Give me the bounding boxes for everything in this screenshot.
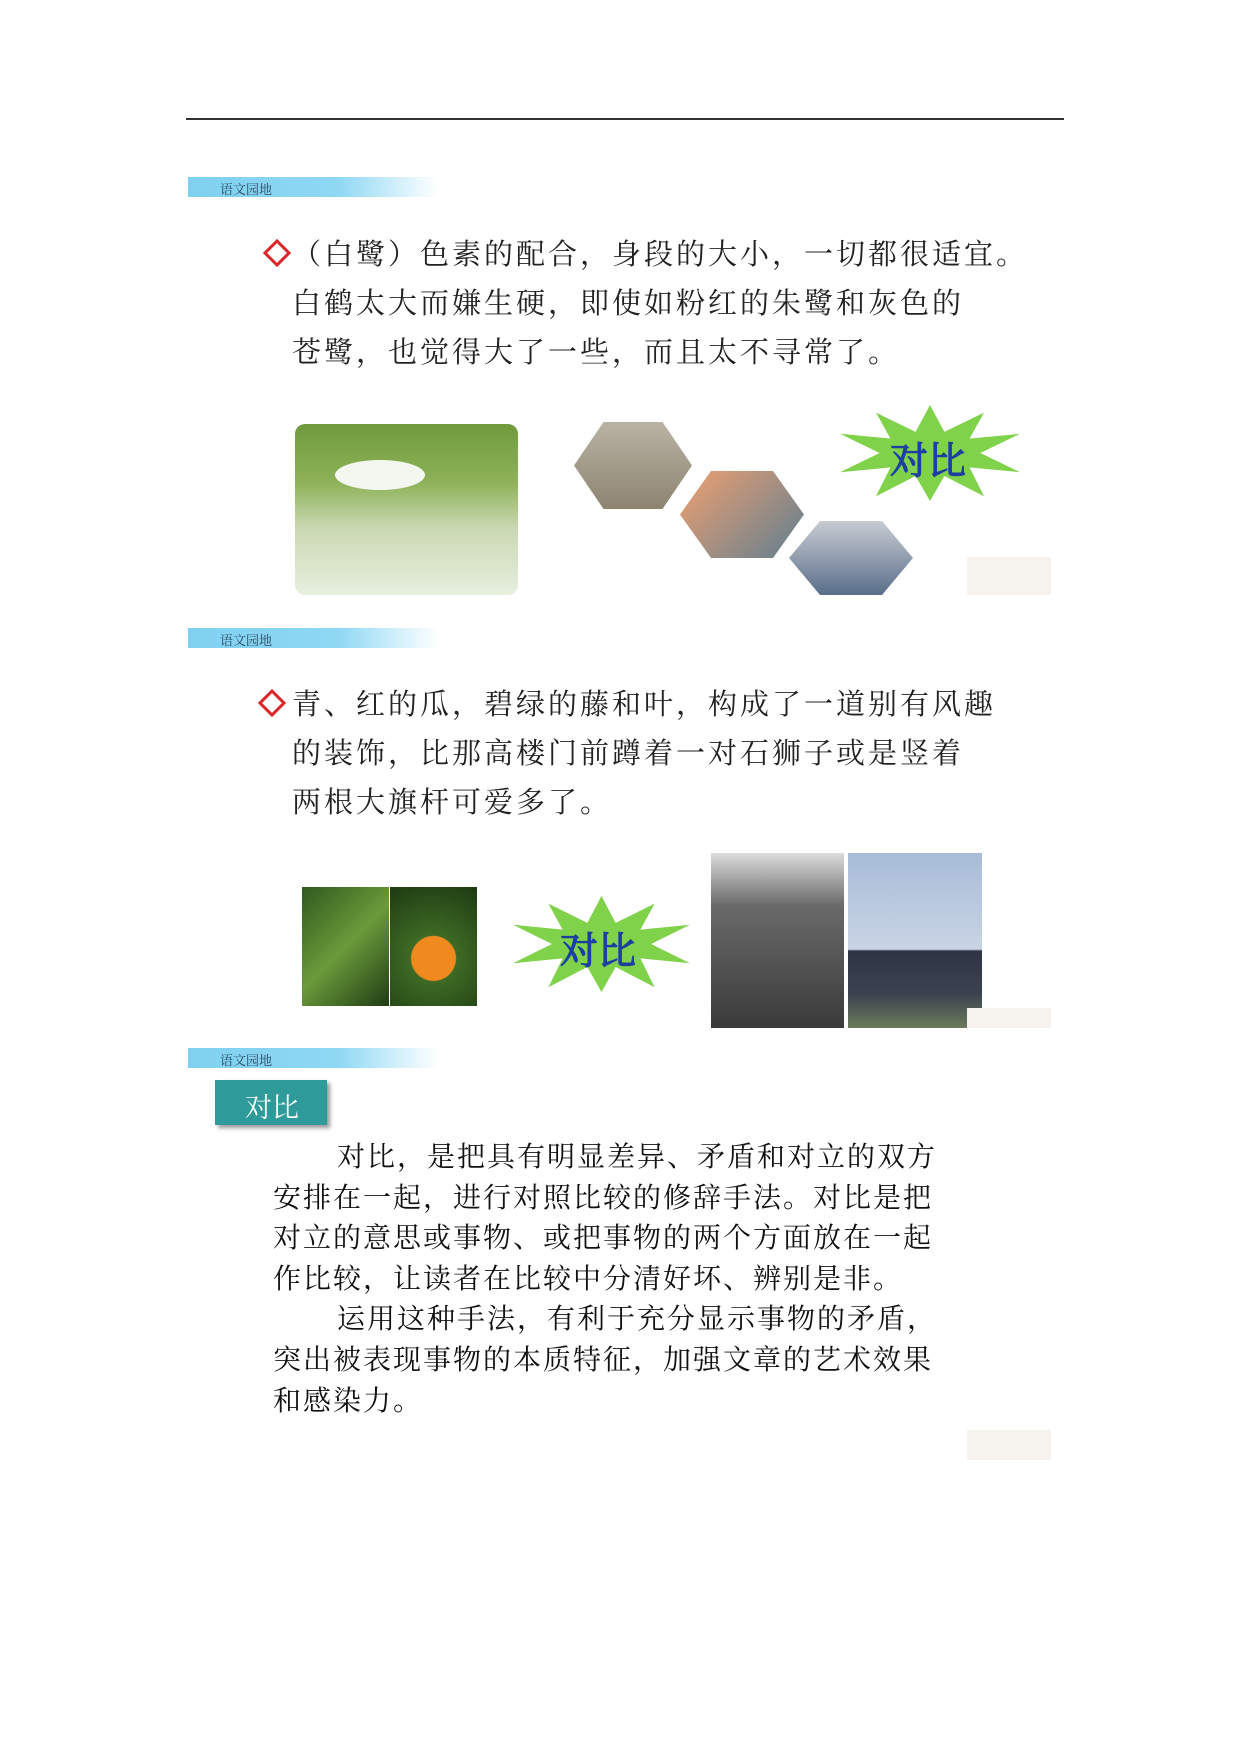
text-line: 苍鹭，也觉得大了一些，而且太不寻常了。 [292, 335, 901, 369]
corner-decoration [967, 1430, 1051, 1460]
paragraph: 对比，是把具有明显差异、矛盾和对立的双方安排在一起，进行对照比较的修辞手法。对比是把对立的意思或事物、或把事物的两个方面放在一起作比较，让读者在比较中分清好坏、辨别是非。 [273, 1140, 938, 1295]
text-line: 青、红的瓜，碧绿的藤和叶，构成了一道别有风趣 [292, 687, 997, 721]
section-banner [188, 628, 438, 648]
slide1-text [292, 230, 1028, 377]
contrast-tag [215, 1080, 327, 1125]
banner-label: 语文园地 [220, 634, 273, 649]
header-rule [186, 118, 1064, 120]
section-banner [188, 1048, 438, 1068]
banner-label: 语文园地 [220, 183, 273, 198]
contrast-label: 对比 [560, 929, 637, 973]
paragraph: 运用这种手法，有利于充分显示事物的矛盾，突出被表现事物的本质特征，加强文章的艺术效果和感染力。 [273, 1302, 938, 1417]
pumpkin-photo [390, 887, 477, 1006]
contrast-label: 对比 [890, 439, 967, 483]
gourd-photo [302, 887, 389, 1006]
slide2-text [292, 680, 996, 827]
text-line: （白鹭）色素的配合，身段的大小，一切都很适宜。 [292, 237, 1029, 271]
corner-decoration [967, 557, 1051, 595]
text-line: 的装饰，比那高楼门前蹲着一对石狮子或是竖着 [292, 736, 965, 770]
diamond-bullet-icon [258, 689, 286, 717]
definition-text [273, 1137, 953, 1421]
section-banner [188, 177, 438, 197]
corner-decoration [967, 1008, 1051, 1028]
egret-photo [295, 424, 518, 595]
flagpoles-photo [848, 853, 982, 1028]
stone-lion-photo [711, 853, 844, 1028]
text-line: 两根大旗杆可爱多了。 [292, 785, 613, 819]
tag-label: 对比 [245, 1093, 299, 1124]
banner-label: 语文园地 [220, 1054, 273, 1069]
text-line: 白鹤太大而嫌生硬，即使如粉红的朱鹭和灰色的 [292, 286, 965, 320]
